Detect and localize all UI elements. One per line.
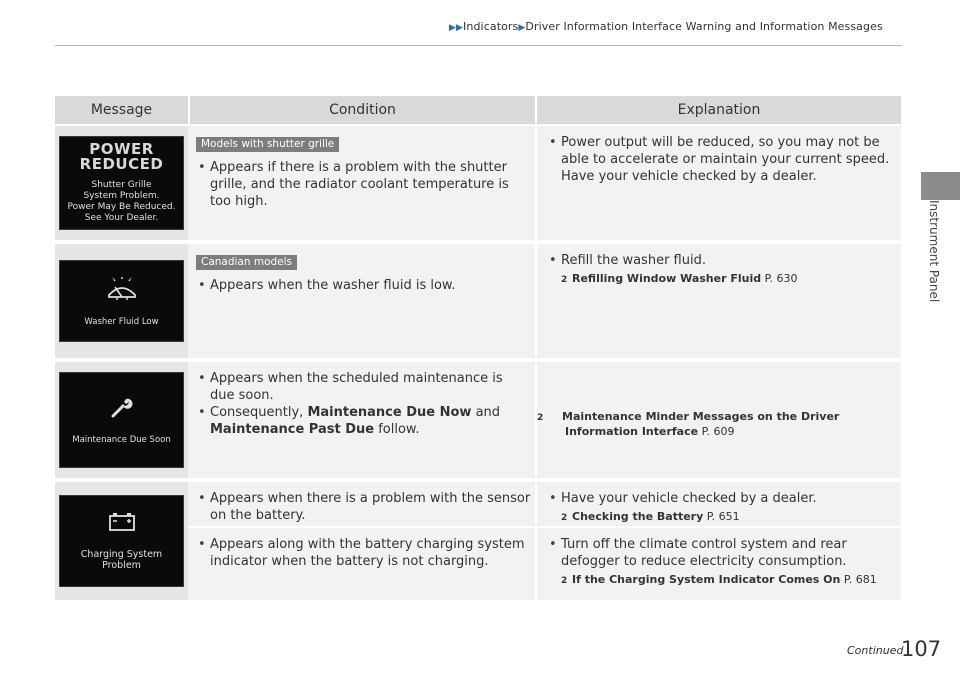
- reference-title: Maintenance Minder Messages on the Driver Information Interface: [562, 410, 840, 438]
- condition-cell: [188, 482, 535, 526]
- condition-text: • Appears when there is a problem with the sensor on the battery.: [196, 490, 531, 524]
- column-header-explanation: Explanation: [535, 96, 901, 124]
- chapter-label: Instrument Panel: [927, 200, 941, 303]
- table-row: [55, 362, 901, 478]
- condition-text: • Appears along with the battery charging system indicator when the battery is not charging.: [196, 536, 531, 570]
- header-rule: [55, 45, 902, 46]
- washer-fluid-icon: [105, 275, 139, 303]
- explanation-text: • Have your vehicle checked by a dealer.: [547, 490, 895, 507]
- reference-page: P. 651: [706, 510, 740, 523]
- explanation-cell: [535, 244, 901, 358]
- breadcrumb-item-messages[interactable]: Driver Information Interface Warning and Information Messages: [525, 20, 883, 33]
- breadcrumb-arrow-icon: ▶: [518, 23, 526, 33]
- screen-text: [68, 180, 176, 224]
- page-reference[interactable]: [547, 271, 895, 286]
- explanation-cell: [535, 126, 901, 240]
- screen-line: Power May Be Reduced.: [67, 202, 176, 212]
- screen-line: See Your Dealer.: [84, 213, 159, 223]
- message-cell: [55, 362, 188, 478]
- condition-cell: [188, 362, 535, 478]
- condition-text: • Consequently, Maintenance Due Now and Maintenance Past Due follow.: [196, 404, 531, 438]
- column-header-message: Message: [90, 102, 153, 118]
- reference-icon: 2: [561, 275, 568, 285]
- page-reference[interactable]: [547, 509, 895, 524]
- reference-icon: 2: [537, 413, 544, 423]
- breadcrumb-arrow-icon: ▶▶: [449, 23, 464, 33]
- explanation-text: • Refill the washer fluid.: [547, 252, 895, 269]
- model-tag: Canadian models: [196, 255, 297, 270]
- page-reference[interactable]: [547, 572, 895, 587]
- reference-title: Checking the Battery: [572, 510, 704, 523]
- page-number: 107: [901, 637, 942, 661]
- column-header-condition: Condition: [188, 96, 535, 124]
- screen-title: POWER: [89, 140, 154, 158]
- table-row: [55, 244, 901, 358]
- reference-page: P. 630: [764, 272, 798, 285]
- maintenance-screen: [59, 372, 184, 468]
- screen-line: Shutter Grille: [91, 180, 152, 190]
- condition-text: • Appears when the scheduled maintenance is due soon.: [196, 370, 531, 404]
- reference-title: If the Charging System Indicator Comes On: [572, 573, 841, 586]
- condition-cell: [188, 244, 535, 358]
- washer-fluid-screen: [59, 260, 184, 342]
- explanation-cell: [535, 528, 901, 600]
- continued-label: Continued: [847, 644, 904, 657]
- condition-text: • Appears when the washer fluid is low.: [196, 277, 531, 294]
- reference-page: P. 681: [843, 573, 877, 586]
- condition-cell: [188, 528, 535, 600]
- explanation-text: • Power output will be reduced, so you may not be able to accelerate or maintain your current speed. Have your vehicle checked by a dealer.: [547, 134, 895, 185]
- screen-label: Charging System Problem: [80, 549, 163, 571]
- battery-icon: [108, 511, 136, 531]
- explanation-cell: [535, 482, 901, 526]
- model-tag: Models with shutter grille: [196, 137, 339, 152]
- reference-page: P. 609: [701, 425, 735, 438]
- message-cell: [55, 126, 188, 240]
- table-row: [55, 482, 901, 600]
- screen-title: REDUCED: [79, 155, 164, 173]
- screen-label: Washer Fluid Low: [84, 317, 159, 327]
- reference-icon: 2: [561, 576, 568, 586]
- table-header: [55, 96, 901, 124]
- message-cell: [55, 482, 188, 600]
- message-cell: [55, 244, 188, 358]
- charging-system-screen: [59, 495, 184, 587]
- reference-title: Refilling Window Washer Fluid: [572, 272, 762, 285]
- condition-cell: [188, 126, 535, 240]
- power-reduced-screen: [59, 136, 184, 230]
- chapter-tab: [921, 172, 960, 200]
- explanation-cell: [535, 362, 901, 478]
- reference-icon: 2: [561, 513, 568, 523]
- table-row: [55, 126, 901, 240]
- screen-line: System Problem.: [83, 191, 160, 201]
- condition-text: • Appears if there is a problem with the shutter grille, and the radiator coolant temperature is too high.: [196, 159, 531, 210]
- breadcrumb: [449, 20, 883, 33]
- explanation-text: • Turn off the climate control system and rear defogger to reduce electricity consumption.: [547, 536, 895, 570]
- page-reference[interactable]: [537, 409, 895, 439]
- wrench-icon: [110, 395, 134, 419]
- breadcrumb-item-indicators[interactable]: Indicators: [463, 20, 519, 33]
- screen-label: Maintenance Due Soon: [72, 435, 171, 445]
